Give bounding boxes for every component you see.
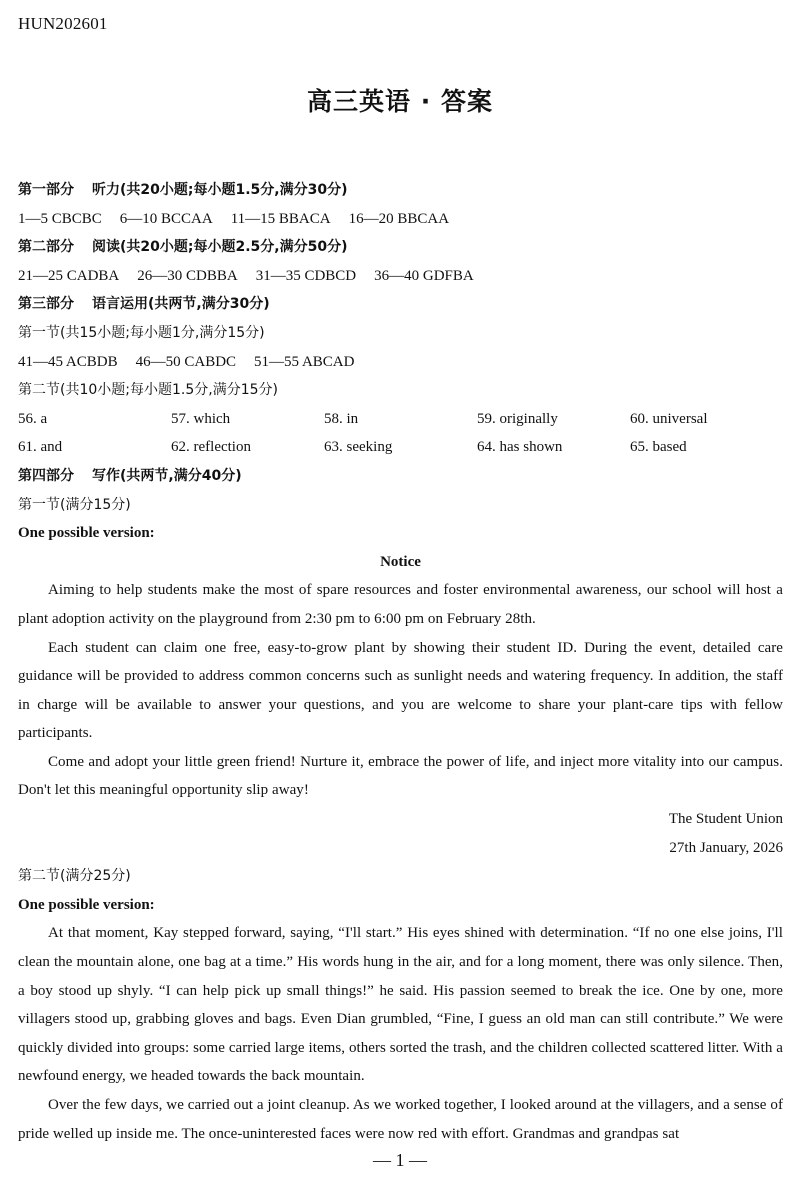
story-paragraph: At that moment, Kay stepped forward, saying, “I'll start.” His eyes shined with determination. “If no one else joins, I'll clean the mountain alone, one bag at a time.” His words hung in the air, and for a long moment, there was only silence. Then, a boy stood up shyly. “I can help pick up small things!” he said. His passion seemed to break the ice. One by one, more villagers stood up, grabbing gloves and bags. Even Dian grumbled, “Fine, I guess an old man can still contribute.” We were quickly divided into groups: some carried large items, others sorted the trash, and the children collected scattered litter. With a newfound energy, we headed towards the back mountain. bbox=[18, 925, 783, 1085]
part2-heading: 第二部分 bbox=[18, 239, 74, 256]
answer-group: 51—55 ABCAD bbox=[254, 353, 355, 370]
part3-heading: 第三部分 bbox=[18, 296, 74, 313]
answer-cell: 62. reflection bbox=[171, 439, 251, 456]
answer-group: 31—35 CDBCD bbox=[255, 267, 357, 284]
answer-cell: 60. universal bbox=[630, 410, 708, 427]
answer-cell: 57. which bbox=[171, 410, 231, 427]
notice-title: Notice bbox=[380, 553, 421, 570]
answer-group: 11—15 BBACA bbox=[230, 210, 331, 227]
notice-paragraph: Come and adopt your little green friend! Nurture it, embrace the power of life, and inject more vitality into our campus. Don't let this meaningful opportunity slip away! bbox=[18, 753, 783, 799]
answer-content bbox=[18, 176, 783, 1148]
part1-heading: 第一部分 bbox=[18, 182, 74, 198]
answer-group: 26—30 CDBBA bbox=[137, 267, 238, 284]
part3-section2-row1 bbox=[18, 405, 783, 434]
notice-date: 27th January, 2026 bbox=[669, 839, 783, 856]
part4-heading: 第四部分 bbox=[18, 467, 74, 484]
part3-label: 语言运用(共两节,满分30分) bbox=[92, 296, 270, 313]
answer-group: 16—20 BBCAA bbox=[348, 210, 450, 227]
answer-cell: 58. in bbox=[324, 410, 359, 427]
answer-group: 21—25 CADBA bbox=[18, 267, 120, 284]
part4-section1-version: One possible version: bbox=[18, 525, 155, 542]
answer-cell: 56. a bbox=[18, 410, 48, 427]
answer-cell: 63. seeking bbox=[324, 439, 393, 456]
answer-group: 36—40 GDFBA bbox=[374, 267, 474, 284]
part4-label: 写作(共两节,满分40分) bbox=[92, 467, 242, 484]
notice-paragraph: Each student can claim one free, easy-to-grow plant by showing their student ID. During the event, detailed care guidance will be provided to address common concerns such as sunlight needs and watering frequency. In addition, the staff in charge will be available to answer your questions, and you are welcome to share your plant-care tips with fellow participants. bbox=[18, 639, 783, 742]
answer-group: 6—10 BCCAA bbox=[119, 210, 213, 227]
answer-group: 1—5 CBCBC bbox=[18, 210, 102, 227]
part1-label: 听力(共20小题;每小题1.5分,满分30分) bbox=[92, 182, 348, 198]
answer-cell: 59. originally bbox=[477, 410, 558, 427]
part4-heading-line bbox=[18, 462, 783, 491]
notice-signature: The Student Union bbox=[668, 811, 783, 828]
answer-group: 46—50 CABDC bbox=[135, 353, 237, 370]
story-paragraph: Over the few days, we carried out a joint cleanup. As we worked together, I looked around at the villagers, and a sense of pride welled up inside me. The once-uninterested faces were now red with effort. Grandmas and grandpas sat bbox=[18, 1097, 783, 1142]
part2-label: 阅读(共20小题;每小题2.5分,满分50分) bbox=[92, 239, 348, 256]
part4-section1-label: 第一节(满分15分) bbox=[18, 496, 131, 513]
answer-cell: 65. based bbox=[630, 439, 687, 456]
notice-paragraph: Aiming to help students make the most of spare resources and foster environmental awareness, our school will host a plant adoption activity on the playground from 2:30 pm to 6:00 pm on February 28th. bbox=[18, 582, 783, 627]
page-title: 高三英语 · 答案 bbox=[307, 87, 493, 116]
page-number: — 1 — bbox=[373, 1150, 427, 1170]
part3-heading-line bbox=[18, 290, 783, 319]
part4-section2-version: One possible version: bbox=[18, 896, 155, 913]
part3-section1-answers bbox=[18, 348, 783, 377]
answer-cell: 61. and bbox=[18, 439, 63, 456]
part1-answers bbox=[18, 205, 783, 234]
answer-cell: 64. has shown bbox=[477, 439, 563, 456]
part2-answers bbox=[18, 262, 783, 291]
answer-group: 41—45 ACBDB bbox=[18, 353, 118, 370]
part1-heading-line bbox=[18, 176, 783, 205]
document-code: HUN202601 bbox=[18, 14, 108, 33]
part2-heading-line bbox=[18, 233, 783, 262]
part4-section2-label: 第二节(满分25分) bbox=[18, 868, 131, 885]
part3-section2-row2 bbox=[18, 433, 783, 462]
part3-section2-label: 第二节(共10小题;每小题1.5分,满分15分) bbox=[18, 382, 278, 399]
part3-section1-label: 第一节(共15小题;每小题1分,满分15分) bbox=[18, 324, 265, 341]
